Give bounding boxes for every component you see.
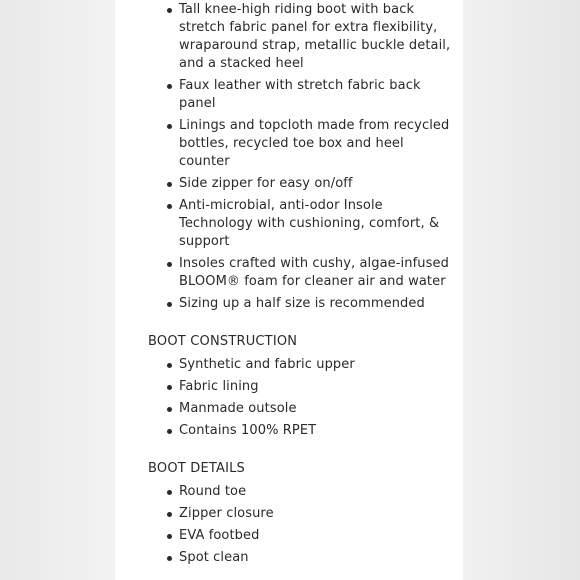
list-item <box>148 483 458 501</box>
bullet-icon <box>167 8 172 13</box>
right-background <box>463 0 580 580</box>
list-item <box>148 400 458 418</box>
list-item <box>148 117 458 171</box>
list-item <box>148 255 458 291</box>
detail-text: Zipper closure <box>179 506 274 521</box>
feature-list <box>148 1 458 313</box>
feature-text: Tall knee-high riding boot with back stretch fabric panel for extra flexibility, wraparound strap, metallic buckle detail, and a stacked heel <box>179 2 451 71</box>
bullet-icon <box>167 429 172 434</box>
feature-text: Insoles crafted with cushy, algae-infused BLOOM® foam for cleaner air and water <box>179 256 449 289</box>
construction-text: Contains 100% RPET <box>179 423 317 438</box>
bullet-icon <box>167 182 172 187</box>
bullet-icon <box>167 302 172 307</box>
list-item <box>148 356 458 374</box>
bullet-icon <box>167 407 172 412</box>
left-background <box>0 0 115 580</box>
feature-text: Side zipper for easy on/off <box>179 176 353 191</box>
construction-text: Synthetic and fabric upper <box>179 357 355 372</box>
construction-text: Fabric lining <box>179 379 259 394</box>
construction-text: Manmade outsole <box>179 401 297 416</box>
detail-text: Spot clean <box>179 550 249 565</box>
detail-text: EVA footbed <box>179 528 260 543</box>
details-list <box>148 483 458 567</box>
list-item <box>148 549 458 567</box>
feature-text: Anti-microbial, anti-odor Insole Technology with cushioning, comfort, & support <box>179 198 440 249</box>
list-item <box>148 197 458 251</box>
bullet-icon <box>167 84 172 89</box>
list-item <box>148 175 458 193</box>
bullet-icon <box>167 204 172 209</box>
list-item <box>148 505 458 523</box>
list-item <box>148 378 458 396</box>
list-item <box>148 527 458 545</box>
product-description-panel <box>115 0 463 580</box>
bullet-icon <box>167 490 172 495</box>
list-item <box>148 77 458 113</box>
bullet-icon <box>167 124 172 129</box>
bullet-icon <box>167 262 172 267</box>
construction-list <box>148 356 458 440</box>
list-item <box>148 295 458 313</box>
bullet-icon <box>167 556 172 561</box>
bullet-icon <box>167 363 172 368</box>
product-description <box>148 0 458 571</box>
bullet-icon <box>167 512 172 517</box>
list-item <box>148 1 458 73</box>
list-item <box>148 422 458 440</box>
feature-text: Sizing up a half size is recommended <box>179 296 425 311</box>
bullet-icon <box>167 534 172 539</box>
boot-construction-heading: BOOT CONSTRUCTION <box>148 334 298 349</box>
feature-text: Linings and topcloth made from recycled bottles, recycled toe box and heel counter <box>179 118 450 169</box>
boot-details-heading: BOOT DETAILS <box>148 461 246 476</box>
feature-text: Faux leather with stretch fabric back panel <box>179 78 421 111</box>
bullet-icon <box>167 385 172 390</box>
detail-text: Round toe <box>179 484 247 499</box>
